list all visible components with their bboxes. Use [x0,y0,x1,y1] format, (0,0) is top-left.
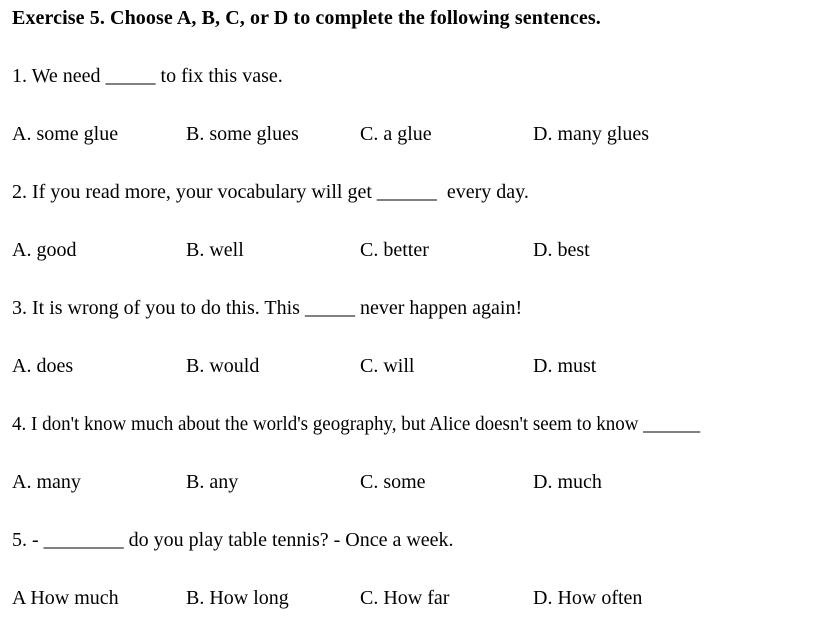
question-3-option-d: D. must [533,355,597,377]
question-3-option-c: C. will [360,355,415,377]
question-2-options [12,238,805,296]
question-1-options [12,122,805,180]
question-5-options [12,586,805,618]
question-2-option-d: D. best [533,239,590,261]
question-2-option-b: B. well [186,239,244,261]
question-4-option-c: C. some [360,471,426,493]
question-4-option-d: D. much [533,471,602,493]
question-5-option-d: D. How often [533,587,643,609]
question-3-option-b: B. would [186,355,260,377]
question-2-option-a: A. good [12,239,77,261]
question-4-option-b: B. any [186,471,239,493]
question-4-option-a: A. many [12,471,81,493]
question-4-options [12,470,805,528]
question-5-option-c: C. How far [360,587,450,609]
question-1-option-a: A. some glue [12,123,119,145]
question-5-prompt: 5. - ________ do you play table tennis? - Once a week. [12,529,454,551]
question-1-prompt: 1. We need _____ to fix this vase. [12,65,283,87]
question-4-prompt [12,412,805,470]
question-3-prompt: 3. It is wrong of you to do this. This _____ never happen again! [12,297,523,319]
question-2-prompt: 2. If you read more, your vocabulary will get ______ every day. [12,181,529,203]
exercise-title: Exercise 5. Choose A, B, C, or D to complete the following sentences. [12,7,601,29]
question-1-option-b: B. some glues [186,123,299,145]
question-5-option-b: B. How long [186,587,289,609]
question-2-option-c: C. better [360,239,429,261]
question-5-option-a: A How much [12,587,119,609]
question-3-option-a: A. does [12,355,74,377]
question-4-prompt-text: 4. I don't know much about the world's geography, but Alice doesn't seem to know ______ [12,413,701,435]
question-1-option-d: D. many glues [533,123,650,145]
question-3-options [12,354,805,412]
question-1-option-c: C. a glue [360,123,432,145]
